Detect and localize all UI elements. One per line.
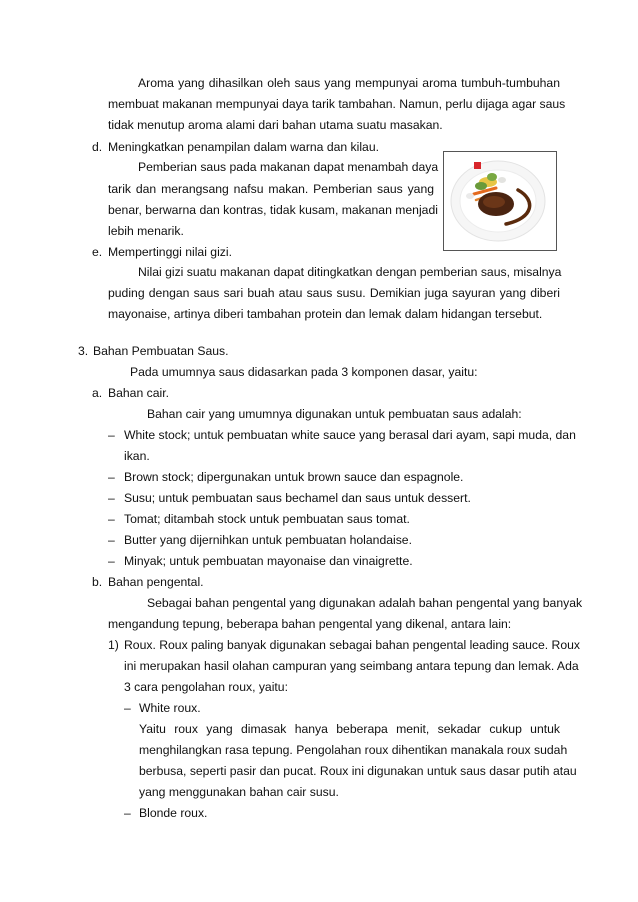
paragraph-line: lebih menarik.: [108, 224, 184, 238]
bullet-text: Butter yang dijernihkan untuk pembuatan holandaise.: [124, 533, 412, 547]
paragraph-line: mengandung tepung, beberapa bahan pengental yang dikenal, antara lain:: [108, 617, 512, 631]
paragraph-line: berbusa, seperti pasir dan pucat. Roux ini digunakan untuk saus dasar putih atau: [139, 764, 577, 778]
section-number: 3.: [78, 344, 89, 358]
paragraph-line: ini merupakan hasil olahan campuran yang seimbang antara tepung dan lemak. Ada: [124, 659, 579, 673]
paragraph-line: Roux. Roux paling banyak digunakan sebagai bahan pengental leading sauce. Roux: [124, 638, 581, 652]
list-marker: 1): [108, 638, 119, 652]
paragraph-line: Yaitu roux yang dimasak hanya beberapa menit, sekadar cukup untuk: [139, 722, 560, 736]
section-title: Bahan Pembuatan Saus.: [93, 344, 229, 358]
bullet-text: Brown stock; dipergunakan untuk brown sauce dan espagnole.: [124, 470, 464, 484]
paragraph-line: membuat makanan mempunyai daya tarik tambahan. Namun, perlu dijaga agar saus: [108, 97, 566, 111]
dish-illustration: [444, 152, 556, 250]
bullet-text: Blonde roux.: [139, 806, 208, 820]
list-item-title: Meningkatkan penampilan dalam warna dan kilau.: [108, 140, 379, 154]
dash-bullet: –: [124, 806, 131, 820]
list-marker: a.: [92, 386, 103, 400]
dash-bullet: –: [108, 533, 115, 547]
bullet-text: Minyak; untuk pembuatan mayonaise dan vinaigrette.: [124, 554, 413, 568]
list-item-title: Bahan cair.: [108, 386, 169, 400]
paragraph-line: Pada umumnya saus didasarkan pada 3 komponen dasar, yaitu:: [130, 365, 478, 379]
dash-bullet: –: [108, 512, 115, 526]
paragraph-line: tarik dan merangsang nafsu makan. Pemberian saus yang: [108, 182, 434, 196]
dash-bullet: –: [108, 554, 115, 568]
list-marker: e.: [92, 245, 103, 259]
paragraph-line: Aroma yang dihasilkan oleh saus yang mempunyai aroma tumbuh-tumbuhan: [138, 76, 560, 90]
list-item-title: Bahan pengental.: [108, 575, 204, 589]
bullet-text: White stock; untuk pembuatan white sauce yang berasal dari ayam, sapi muda, dan: [124, 428, 576, 442]
bullet-text: Tomat; ditambah stock untuk pembuatan saus tomat.: [124, 512, 410, 526]
paragraph-line: benar, berwarna dan kontras, tidak kusam, makanan menjadi: [108, 203, 438, 217]
bullet-text: Susu; untuk pembuatan saus bechamel dan saus untuk dessert.: [124, 491, 471, 505]
paragraph-line: Sebagai bahan pengental yang digunakan adalah bahan pengental yang banyak: [147, 596, 583, 610]
list-marker: d.: [92, 140, 103, 154]
list-marker: b.: [92, 575, 103, 589]
paragraph-line: menghilangkan rasa tepung. Pengolahan roux dihentikan manakala roux sudah: [139, 743, 568, 757]
dash-bullet: –: [108, 428, 115, 442]
bullet-text: ikan.: [124, 449, 150, 463]
dash-bullet: –: [124, 701, 131, 715]
steak-dish-photo: [443, 151, 557, 251]
paragraph-line: Pemberian saus pada makanan dapat menambah daya: [138, 160, 439, 174]
paragraph-line: mayonaise, artinya diberi tambahan protein dan lemak dalam hidangan tersebut.: [108, 307, 543, 321]
dash-bullet: –: [108, 470, 115, 484]
paragraph-line: Nilai gizi suatu makanan dapat ditingkatkan dengan pemberian saus, misalnya: [138, 265, 562, 279]
paragraph-line: 3 cara pengolahan roux, yaitu:: [124, 680, 288, 694]
dash-bullet: –: [108, 491, 115, 505]
paragraph-line: tidak menutup aroma alami dari bahan utama suatu masakan.: [108, 118, 443, 132]
paragraph-line: yang menggunakan bahan cair susu.: [139, 785, 339, 799]
bullet-text: White roux.: [139, 701, 201, 715]
paragraph-line: puding dengan saus sari buah atau saus susu. Demikian juga sayuran yang diberi: [108, 286, 560, 300]
list-item-title: Mempertinggi nilai gizi.: [108, 245, 232, 259]
paragraph-line: Bahan cair yang umumnya digunakan untuk pembuatan saus adalah:: [147, 407, 522, 421]
